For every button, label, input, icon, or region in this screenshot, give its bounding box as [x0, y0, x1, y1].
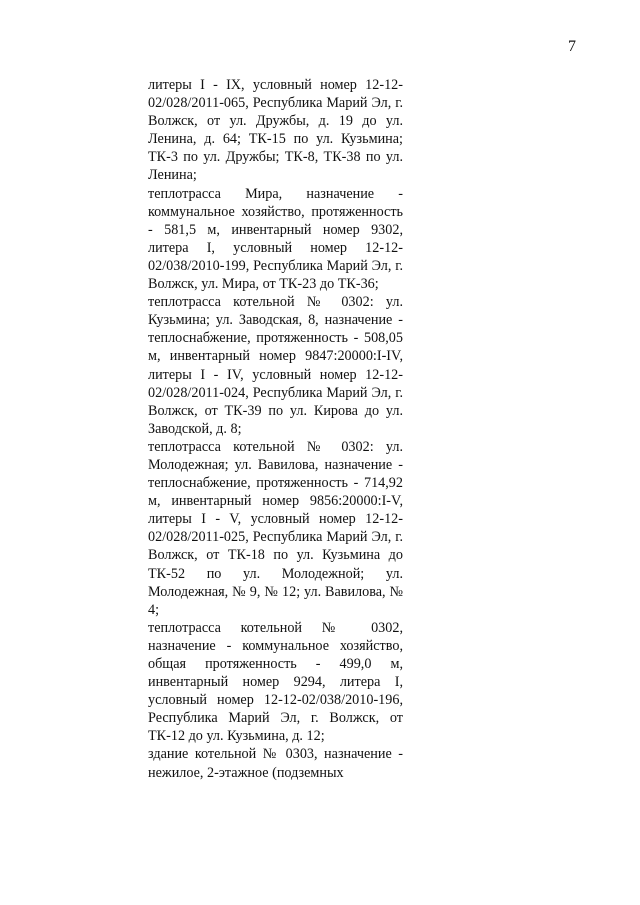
document-body — [148, 76, 403, 782]
paragraph-1: литеры I - IX, условный номер 12-12-02/028/2011-065, Республика Марий Эл, г. Волжск, от ул. Дружбы, д. 19 до ул. Ленина, д. 64; ТК-15 по ул. Кузьмина; ТК-3 по ул. Дружбы; ТК-8, ТК-38 по ул. Ленина; — [148, 77, 403, 184]
paragraph-4: теплотрасса котельной № 0302: ул. Молодежная; ул. Вавилова, назначение - теплоснабжение, протяженность - 714,92 м, инвентарный номер 9856:20000:I-V, литеры I - V, условный номер 12-12-02/028/2011-025, Республика Марий Эл, г. Волжск, от ТК-18 по ул. Кузьмина до ТК-52 по ул. Молодежной; ул. Молодежная, № 9, № 12; ул. Вавилова, № 4; — [148, 438, 403, 618]
page-number: 7 — [568, 38, 576, 55]
paragraph-5: теплотрасса котельной № 0302, назначение - коммунальное хозяйство, общая протяженность - 499,0 м, инвентарный номер 9294, литера I, условный номер 12-12-02/038/2010-196, Республика Марий Эл, г. Волжск, от ТК-12 до ул. Кузьмина, д. 12; — [148, 619, 403, 745]
paragraph-2: теплотрасса Мира, назначение - коммунальное хозяйство, протяженность - 581,5 м, инвентарный номер 9302, литера I, условный номер 12-12-02/038/2010-199, Республика Марий Эл, г. Волжск, ул. Мира, от ТК-23 до ТК-36; — [148, 185, 403, 293]
paragraph-3: теплотрасса котельной № 0302: ул. Кузьмина; ул. Заводская, 8, назначение - теплоснабжение, протяженность - 508,05 м, инвентарный номер 9847:20000:I-IV, литеры I - IV, условный номер 12-12-02/028/2011-024, Республика Марий Эл, г. Волжск, от ТК-39 по ул. Кирова до ул. Заводской, д. 8; — [148, 294, 403, 437]
paragraph-6: здание котельной № 0303, назначение - нежилое, 2-этажное (подземных — [148, 746, 403, 781]
